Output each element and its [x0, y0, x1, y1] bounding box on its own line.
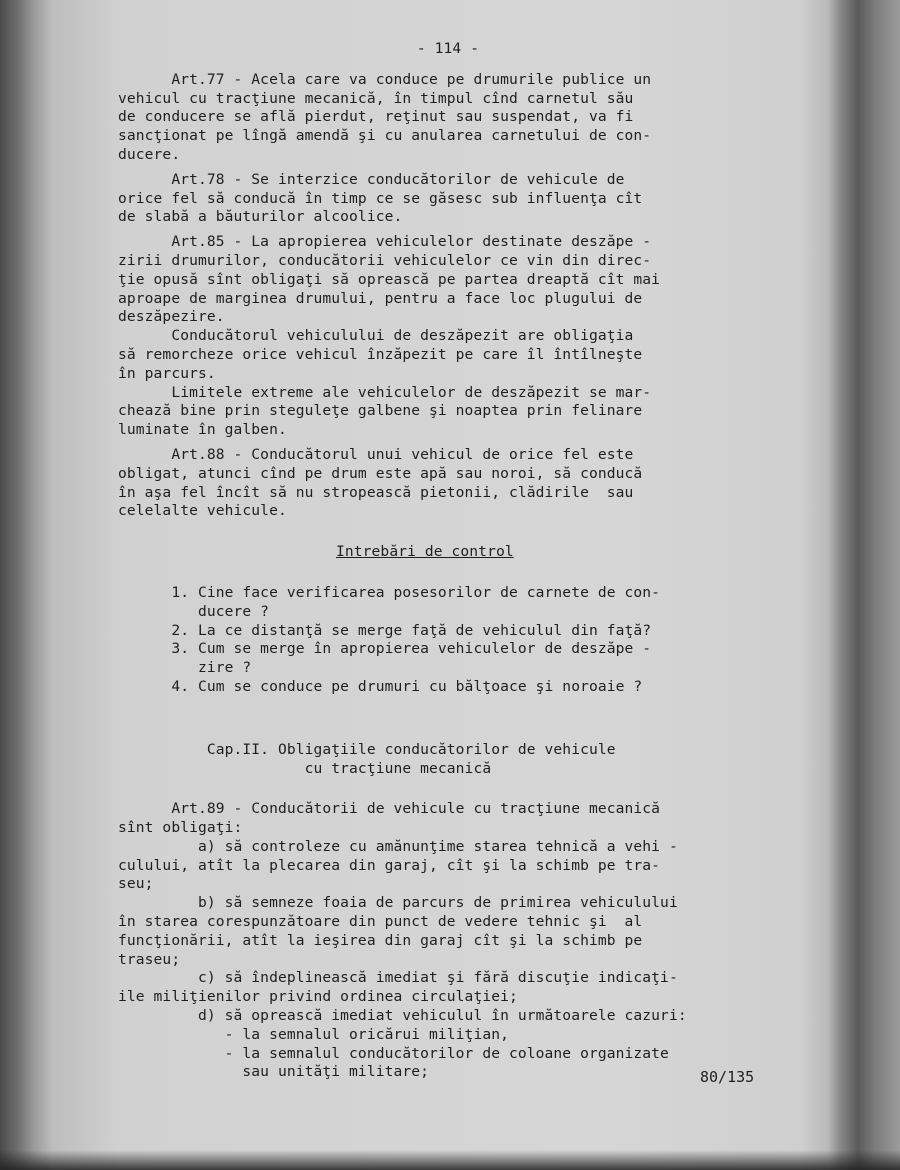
article-89 [118, 800, 778, 1082]
text-line: a) să controleze cu amănunţime starea tehnică a vehi - [118, 837, 678, 855]
text-line: în aşa fel încît să nu stropească pietonii, clădirile sau [118, 483, 634, 501]
question-item: 2. La ce distanţă se merge faţă de vehiculul din faţă? [118, 621, 652, 639]
page-text [118, 40, 778, 1082]
text-line: în starea corespunzătoare din punct de vedere tehnic şi al [118, 913, 643, 931]
text-line: în parcurs. [118, 364, 216, 382]
text-line: de conducere se află pierdut, reţinut sau suspendat, va fi [118, 108, 634, 126]
text-line: d) să oprească imediat vehiculul în următoarele cazuri: [118, 1007, 687, 1025]
article-78 [118, 171, 778, 227]
question-item: 3. Cum se merge în apropierea vehiculelor de deszăpe - [118, 640, 652, 658]
text-line: celelalte vehicule. [118, 502, 287, 520]
text-line: vehicul cu tracţiune mecanică, în timpul cînd carnetul său [118, 89, 634, 107]
text-line: Cap.II. Obligaţiile conducătorilor de vehicule [118, 740, 616, 758]
text-line: Art.77 - Acela care va conduce pe drumurile publice un [118, 70, 652, 88]
text-line: aproape de marginea drumului, pentru a face loc plugului de [118, 289, 643, 307]
questions-list [118, 584, 778, 697]
text-line: - la semnalul oricărui miliţian, [118, 1025, 509, 1043]
chapter-title [118, 741, 778, 779]
article-77 [118, 71, 778, 165]
text-line: ţie opusă sînt obligaţi să oprească pe partea dreaptă cît mai [118, 270, 661, 288]
text-line: luminate în galben. [118, 421, 287, 439]
question-item: 1. Cine face verificarea posesorilor de carnete de con- [118, 583, 661, 601]
text-line: Limitele extreme ale vehiculelor de deszăpezit se mar- [118, 383, 652, 401]
page-number: - 114 - [416, 40, 480, 57]
questions-title: Intrebări de control [336, 543, 514, 561]
text-line: Art.89 - Conducătorii de vehicule cu tracţiune mecanică [118, 800, 661, 818]
text-line: să remorcheze orice vehicul înzăpezit pe care îl întîlneşte [118, 345, 643, 363]
text-line: sancţionat pe lîngă amendă şi cu anularea carnetului de con- [118, 127, 652, 145]
text-line: Conducătorul vehiculului de deszăpezit are obligaţia [118, 327, 634, 345]
text-line: ducere. [118, 145, 181, 163]
text-line: ile miliţienilor privind ordinea circulaţiei; [118, 988, 518, 1006]
text-line: de slabă a băuturilor alcoolice. [118, 208, 403, 226]
text-line: Art.78 - Se interzice conducătorilor de vehicule de [118, 170, 625, 188]
question-item: zire ? [118, 659, 252, 677]
article-88 [118, 446, 778, 521]
question-item: 4. Cum se conduce pe drumuri cu bălţoace şi noroaie ? [118, 677, 643, 695]
text-line: deszăpezire. [118, 308, 225, 326]
text-line: cu tracţiune mecanică [118, 759, 492, 777]
text-line: Art.88 - Conducătorul unui vehicul de orice fel este [118, 445, 634, 463]
question-item: ducere ? [118, 602, 270, 620]
text-line: funcţionării, atît la ieşirea din garaj cît şi la schimb pe [118, 931, 643, 949]
text-line: obligat, atunci cînd pe drum este apă sau noroi, să conducă [118, 464, 643, 482]
text-line: - la semnalul conducătorilor de coloane organizate [118, 1044, 669, 1062]
text-line: seu; [118, 875, 154, 893]
article-85 [118, 233, 778, 440]
text-line: b) să semneze foaia de parcurs de primirea vehiculului [118, 894, 678, 912]
page-edge-shadow [0, 1150, 900, 1170]
text-line: orice fel să conducă în timp ce se găsesc sub influenţa cît [118, 189, 643, 207]
text-line: traseu; [118, 950, 181, 968]
text-line: zirii drumurilor, conducătorii vehiculelor ce vin din direc- [118, 251, 652, 269]
text-line: Art.85 - La apropierea vehiculelor destinate deszăpe - [118, 233, 652, 251]
text-line: chează bine prin steguleţe galbene şi noaptea prin felinare [118, 402, 643, 420]
text-line: sînt obligaţi: [118, 819, 243, 837]
text-line: c) să îndeplinească imediat şi fără discuţie indicaţi- [118, 969, 678, 987]
footer-reference: 80/135 [700, 1068, 755, 1086]
text-line: sau unităţi militare; [118, 1063, 430, 1081]
text-line: culului, atît la plecarea din garaj, cît şi la schimb pe tra- [118, 856, 661, 874]
